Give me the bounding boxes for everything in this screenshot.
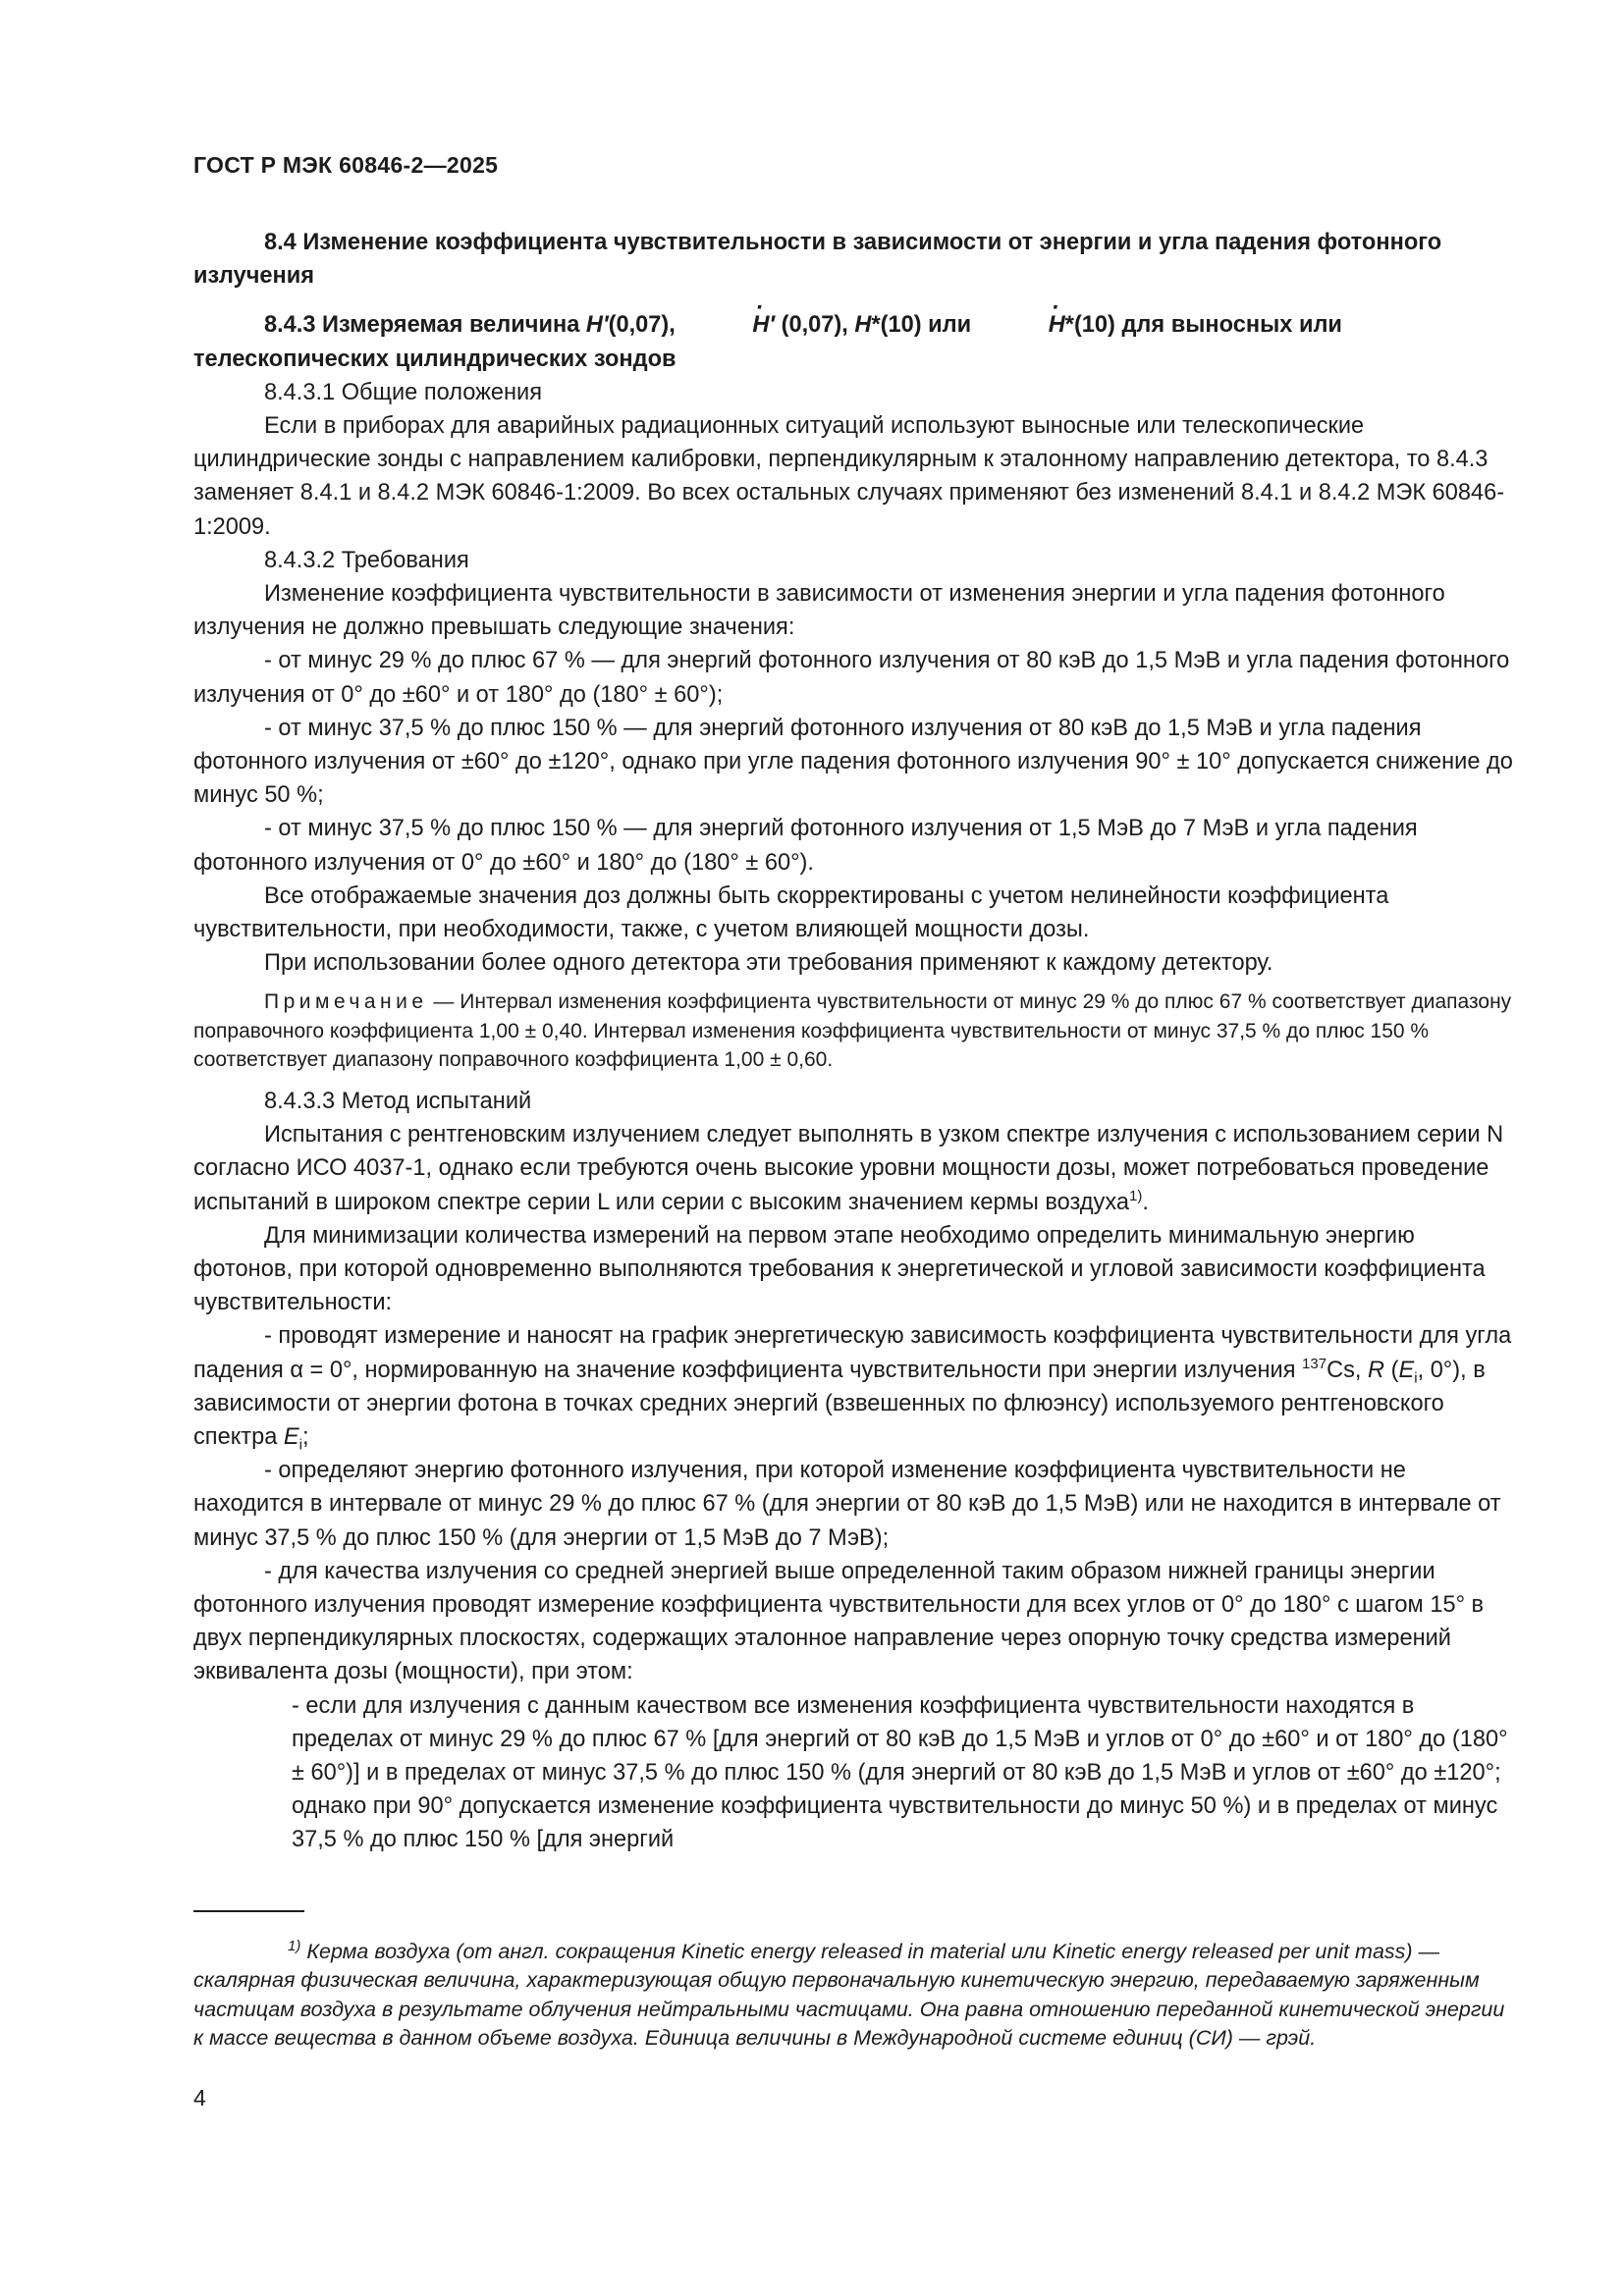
document-header: ГОСТ Р МЭК 60846-2—2025 [193, 152, 499, 178]
section-8-4-3-heading: 8.4.3 Измеряемая величина H′(0,07), · H′ (0,07), H*(10) или · H*(10) для выносных или телескопических цилиндрических зондов [193, 308, 1514, 375]
heading-text: (10) или [880, 312, 978, 339]
paragraph-text: Испытания с рентгеновским излучением следует выполнять в узком спектре излучения с использованием серии N согласно ИСО 4037-1, однако если требуются очень высокие уровни мощности дозы, может потребоваться проведение испытаний в широком спектре серии L или серии с высоким значением кермы воздуха [193, 1122, 1504, 1215]
section-8-4-heading: 8.4 Изменение коэффициента чувствительности в зависимости от энергии и угла падения фотонного излучения [193, 230, 1442, 290]
paragraph-dose-correction: Все отображаемые значения доз должны быть скорректированы с учетом нелинейности коэффициента чувствительности, при необходимости, также, с учетом влияющей мощности дозы. [193, 882, 1389, 943]
isotope-mass-number: 137 [1302, 1355, 1327, 1372]
footnote-separator [193, 1910, 304, 1912]
heading-text: (0,07), [775, 312, 855, 339]
paragraph-text: Cs, [1326, 1357, 1369, 1383]
list-item-measure-3: - для качества излучения со средней энергией выше определенной таким образом нижней границы энергии фотонного излучения проводят измерение коэффициента чувствительности для всех углов от 0° до 180° с шагом 15° в двух перпендикулярных плоскостях, содержащих эталонное направление через опорную точку средства измерений эквивалента дозы (мощности), при этом: [193, 1558, 1485, 1685]
paragraph-requirements: Изменение коэффициента чувствительности в зависимости от изменения энергии и угла падения фотонного излучения не должно превышать следующие значения: [193, 581, 1445, 641]
paragraph-text: ( [1384, 1357, 1399, 1383]
heading-text: (10) для выносных или телескопических цилиндрических зондов [193, 312, 1342, 372]
paragraph-multiple-detectors: При использовании более одного детектора эти требования применяют к каждому детектору. [264, 950, 1273, 977]
subscript: i [1414, 1369, 1418, 1387]
symbol: R [1368, 1357, 1385, 1383]
paragraph-text: , 0°), в зависимости от энергии фотона в точках средних энергий (взвешенных по флюэнсу) используемого рентгеновского спектра [193, 1357, 1486, 1450]
heading-text: (0,07), [608, 312, 682, 339]
paragraph-general: Если в приборах для аварийных радиационных ситуаций используют выносные или телескопические цилиндрические зонды с направлением калибровки, перпендикулярным к эталонному направлению детектора, то 8.4.3 заменяет 8.4.1 и 8.4.2 МЭК 60846-1:2009. Во всех остальных случаях применяют без изменений 8.4.1 и 8.4.2 МЭК 60846-1:2009. [193, 413, 1505, 540]
list-item-requirement-2: - от минус 37,5 % до плюс 150 % — для энергий фотонного излучения от 80 кэВ до 1,5 МэВ и угла падения фотонного излучения от ±60° до ±120°, однако при угле падения фотонного излучения 90° ± 10° допускается снижение до минус 50 %; [193, 715, 1513, 809]
list-item-measure-2: - определяют энергию фотонного излучения, при которой изменение коэффициента чувствительности не находится в интервале от минус 29 % до плюс 67 % (для энергии от 80 кэВ до 1,5 МэВ) или не находится в интервале от минус 37,5 % до плюс 150 % (для энергии от 1,5 МэВ до 7 МэВ); [193, 1458, 1501, 1551]
paragraph-text: . [1142, 1189, 1149, 1215]
subsection-8-4-3-3-title: 8.4.3.3 Метод испытаний [264, 1088, 532, 1114]
list-item-measure-1 [193, 1319, 1514, 1454]
symbol: E [1398, 1357, 1415, 1383]
subsection-8-4-3-1-title: 8.4.3.1 Общие положения [264, 379, 542, 405]
subscript: i [298, 1436, 302, 1454]
list-item-requirement-1: - от минус 29 % до плюс 67 % — для энергий фотонного излучения от 80 кэВ до 1,5 МэВ и угла падения фотонного излучения от 0° до ±60° и от 180° до (180° ± 60°); [193, 648, 1510, 708]
paragraph-text: ; [301, 1424, 309, 1450]
paragraph-minimize-measurements: Для минимизации количества измерений на первом этапе необходимо определить минимальную энергию фотонов, при которой одновременно выполняются требования к энергетической и угловой зависимости коэффициента чувствительности: [193, 1222, 1486, 1316]
page-number: 4 [193, 2085, 206, 2110]
note-text: — Интервал изменения коэффициента чувствительности от минус 29 % до плюс 67 % соответствует диапазону поправочного коэффициента 1,00 ± 0,40. Интервал изменения коэффициента чувствительности от минус 37,5 % до плюс 150 % соответствует диапазону поправочного коэффициента 1,00 ± 0,60. [193, 990, 1512, 1072]
note [193, 988, 1514, 1075]
footnote-text: Керма воздуха (от англ. сокращения Kinetic energy released in material или Kinetic energy released per unit mass) — скалярная физическая величина, характеризующая общую первоначальную кинетическую энергию, передаваемую заряженным частицам воздуха в результате облучения нейтральными частицами. Она равна отношению переданной кинетической энергии к массе вещества в данном объеме воздуха. Единица величины в Международной системе единиц (СИ) — грэй. [193, 1939, 1505, 2051]
sub-list-item: - если для излучения с данным качеством все изменения коэффициента чувствительности находятся в пределах от минус 29 % до плюс 67 % [для энергий от 80 кэВ до 1,5 МэВ и углов от 0° до ±60° и от 180° до (180° ± 60°)] и в пределах от минус 37,5 % до плюс 150 % (для энергий от 80 кэВ до 1,5 МэВ и углов от ±60° до ±120°; однако при 90° допускается изменение коэффициента чувствительности до минус 50 %) и в пределах от минус 37,5 % до плюс 150 % [для энергий [292, 1692, 1508, 1853]
note-label: Примечание [264, 990, 428, 1014]
heading-text: 8.4.3 Измеряемая величина [264, 312, 586, 339]
footnote [193, 1938, 1514, 2054]
footnote-ref[interactable]: 1) [1129, 1187, 1143, 1204]
subsection-8-4-3-2-title: 8.4.3.2 Требования [264, 547, 469, 573]
paragraph-test-method [193, 1118, 1514, 1219]
symbol: E [283, 1424, 299, 1450]
paragraph-text: - проводят измерение и наносят на график энергетическую зависимость коэффициента чувствительности для угла падения α = 0°, нормированную на значение коэффициента чувствительности при энергии излучения [193, 1323, 1512, 1383]
document-body [193, 226, 1514, 1857]
list-item-requirement-3: - от минус 37,5 % до плюс 150 % — для энергий фотонного излучения от 1,5 МэВ до 7 МэВ и угла падения фотонного излучения от 0° до ±60° и 180° до (180° ± 60°). [193, 816, 1418, 876]
footnote-mark: 1) [288, 1937, 301, 1954]
